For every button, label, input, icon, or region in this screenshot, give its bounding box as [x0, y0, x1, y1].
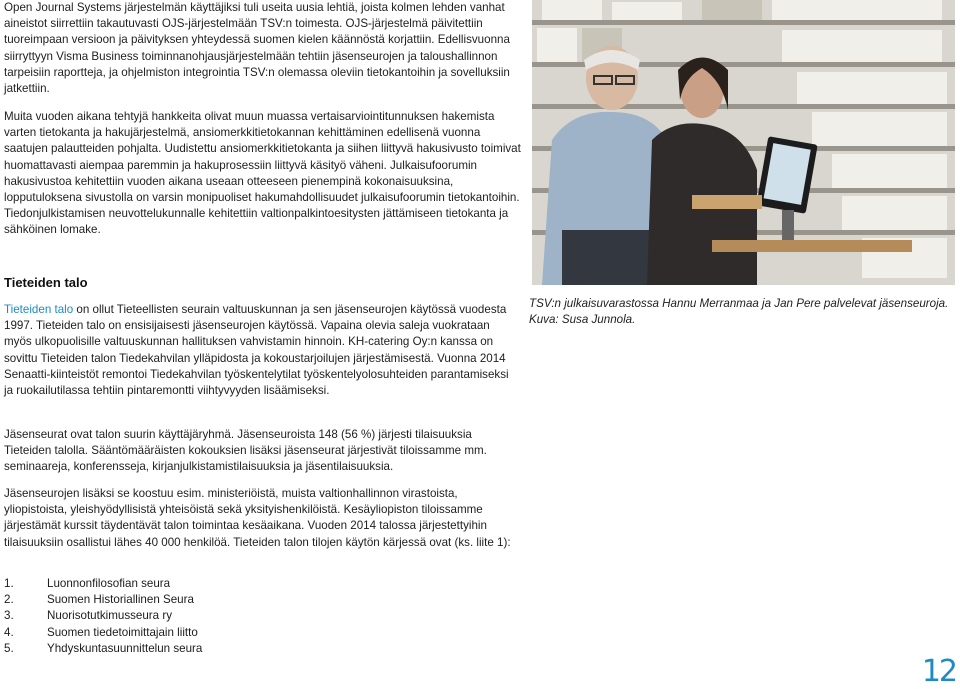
section-heading: Tieteiden talo [4, 275, 88, 290]
photo-warehouse [532, 0, 955, 285]
paragraph-house-intro [4, 302, 516, 399]
list-item-number: 1. [4, 577, 14, 590]
photo-caption: TSV:n julkaisuvarastossa Hannu Merranmaa ja Jan Pere palvelevat jäsenseuroja. Kuva: Susa Junnola. [529, 297, 949, 327]
paragraph-ojs: Open Journal Systems järjestelmän käyttäjiksi tuli useita uusia lehtiä, joista kolmen lehden vanhat aineistot siirrettiin takautuvasti OJS-järjestelmään TSV:n toimesta. OJS-järjestelmä päivitettiin tuoreimpaan versioon ja päivityksen yhteydessä suomen kielen käännöstä korjattiin. Edellisvuonna siirryttyyn Visma Business toiminnanohjausjärjestelmään tehtiin jäsenseurojen ja taloushallinnon tarpeisiin raportteja, ja ohjelmiston integrointia TSV:n olemassa oleviin tietokantoihin ja sovelluksiin jatkettiin. [4, 1, 510, 96]
list-item [4, 625, 202, 641]
paragraph-projects: Muita vuoden aikana tehtyjä hankkeita olivat muun muassa vertaisarviointitunnuksen hakemista varten tietokanta ja hakujärjestelmä, ansiomerkkitietokannan kehittäminen edellisenä vuonna saatujen palautteiden pohjalta. Uudistettu ansiomerkkitietokanta ja siihen liittyvä hakusivusto toimivat huomattavasti aiempaa paremmin ja hakuprosessiin liittyvä käsityö väheni. Julkaisufoorumin hakusivustoa kehitettiin vuoden aikana useaan otteeseen pienempinä kokonaisuuksina, lopputuloksena sivustolla on varsin monipuoliset hakumahdollisuudet julkaisufoorumin tietokantoihin. Tiedonjulkistamisen neuvottelukunnalle kehitettiin valtionpalkintoesitysten jättämiseen tietokanta ja sähköinen lomake. [4, 110, 521, 237]
list-item [4, 576, 202, 592]
list-item-label: Suomen Historiallinen Seura [47, 593, 194, 607]
list-item-number: 3. [4, 609, 14, 623]
list-item-label: Yhdyskuntasuunnittelun seura [47, 641, 203, 655]
list-item-label: Luonnonfilosofian seura [47, 577, 171, 590]
house-intro-text: on ollut Tieteellisten seurain valtuuskunnan ja sen jäsenseurojen käytössä vuodesta 1997. Tieteiden talo on ensisijaisesti jäsenseurojen käytössä. Vapaina olevia saleja vuokrataan myös ulkopuolisille valtuuskunnan hallituksen vahvistamin hinnoin. KH-catering Oy:n kanssa on sovittu Tieteiden talon Tiedekahvilan ylläpidosta ja kokoustarjoilujen järjestämisestä. Vuonna 2014 Senaatti-kiinteistöt remontoi Tiedekahvilan työskentelytilat työskentelyolosuhteiden parantamiseksi ja ruokailutilassa tehtiin pintaremontti viihtyvyyden lisäämiseksi. [4, 303, 509, 398]
list-item-number: 4. [4, 625, 14, 639]
house-link[interactable]: Tieteiden talo [4, 303, 74, 316]
paragraph-members: Jäsenseurat ovat talon suurin käyttäjäryhmä. Jäsenseuroista 148 (56 %) järjesti tilaisuuksia Tieteiden talolla. Sääntömääräisten kokouksien lisäksi jäsenseurat järjestivät tiloissamme mm. seminaareja, konferensseja, kirjanjulkistamistilaisuuksia ja jäsentilaisuuksia. [4, 428, 487, 474]
list-item-label: Nuorisotutkimusseura ry [47, 609, 172, 623]
list-item [4, 592, 202, 608]
list-item [4, 608, 202, 624]
list-item [4, 641, 202, 657]
page-number: 12 [921, 654, 956, 689]
paragraph-other-users: Jäsenseurojen lisäksi se koostuu esim. ministeriöistä, muista valtionhallinnon virastoista, yliopistoista, yleishyödyllisistä yhteisöistä sekä yksityishenkilöistä. Kesäyliopiston tiloissamme järjestämät kurssit täydentävät talon toimintaa kesäaikana. Vuoden 2014 talossa järjestettyihin tilaisuuksiin osallistui lähes 40 000 henkilöä. Tieteiden talon tilojen käytön kärjessä ovat (ks. liite 1): [4, 487, 511, 549]
list-item-label: Suomen tiedetoimittajain liitto [47, 625, 198, 639]
list-item-number: 5. [4, 641, 14, 655]
top-users-list [4, 576, 202, 657]
list-item-number: 2. [4, 593, 14, 607]
